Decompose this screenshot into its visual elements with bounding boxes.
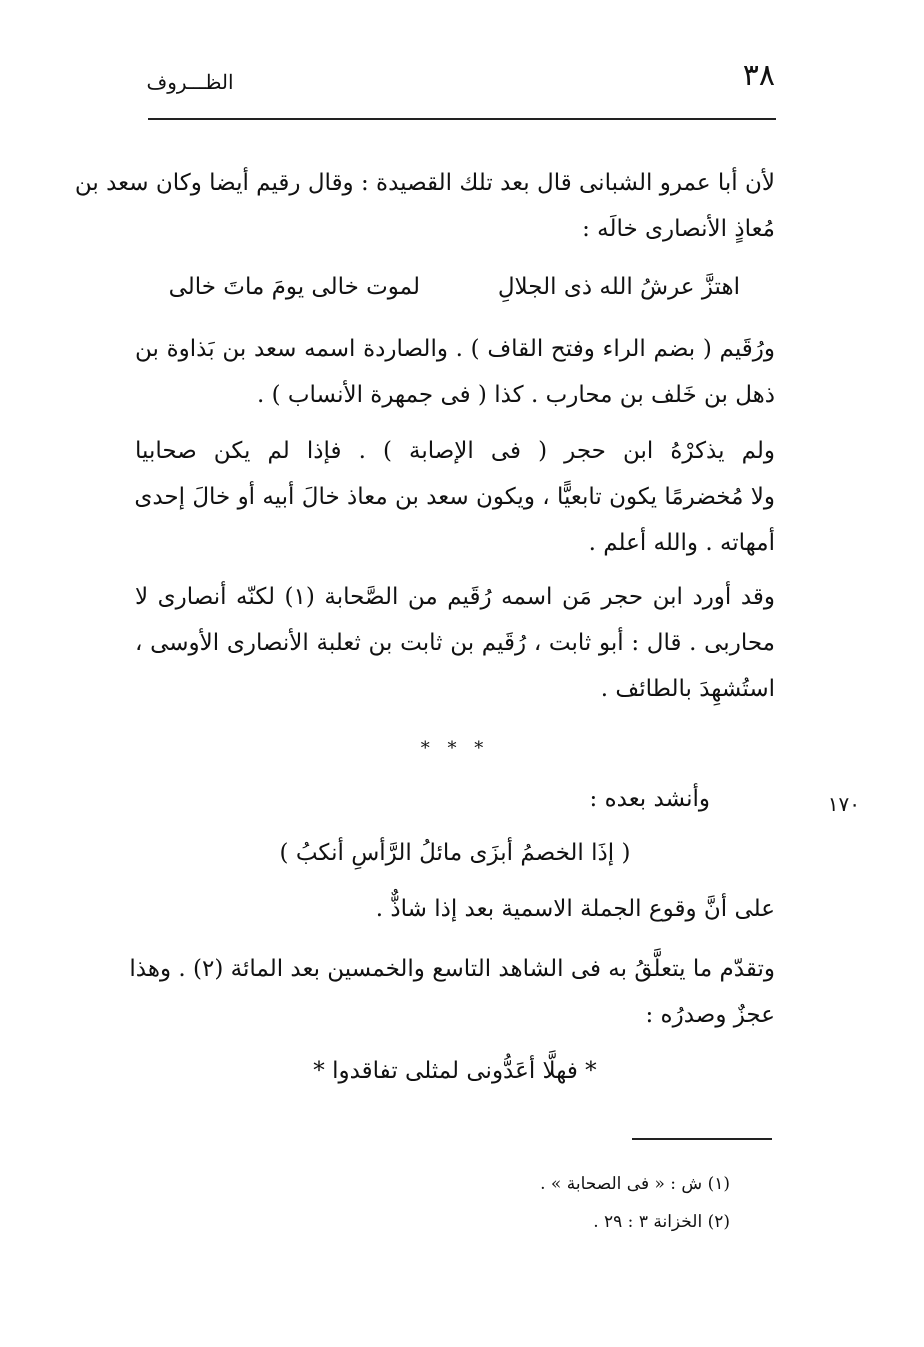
margin-line-number: ١٧٠ <box>827 792 860 816</box>
p3-line-2: ولا مُخضرمًا يكون تابعيًّا ، ويكون سعد بن معاذ خالَ أبيه أو خالَ إحدى <box>134 484 775 510</box>
p3-line-3: أمهاته . والله أعلم . <box>588 530 775 556</box>
p1-line-1: لأن أبا عمرو الشبانى قال بعد تلك القصيدة : وقال رقيم أيضا وكان سعد بن <box>74 170 775 196</box>
p2-line-2: ذهل بن خَلف بن محارب . كذا ( فى جمهرة الأنساب ) . <box>256 382 775 408</box>
p7-line-1: وتقدّم ما يتعلَّقُ به فى الشاهد التاسع والخمسين بعد المائة (٢) . وهذا <box>129 956 775 982</box>
p2-line-1: ورُقَيم ( بضم الراء وفتح القاف ) . والصاردة اسمه سعد بن بَذاوة بن <box>135 336 775 362</box>
p7-line-2: عجزٌ وصدرُه : <box>645 1002 775 1028</box>
p5-line: وأنشد بعده : <box>589 786 710 812</box>
header-rule <box>148 118 776 120</box>
verse1-left-hemistich: لموت خالى يومَ ماتَ خالى <box>168 274 420 300</box>
footnote-1: (١) ش : « فى الصحابة » . <box>540 1174 730 1194</box>
verse2-line: ( إذَا الخصمُ أبزَى مائلُ الرَّأسِ أنكبُ ) <box>279 840 631 866</box>
p1-line-2: مُعاذٍ الأنصارى خالَه : <box>582 216 775 242</box>
verse3-line: * فهلَّا أعَدُّونى لمثلى تفاقدوا * <box>313 1058 597 1084</box>
section-separator: * * * <box>420 738 490 759</box>
p4-line-1: وقد أورد ابن حجر مَن اسمه رُقَيم من الصَّحابة (١) لكنّه أنصارى لا <box>135 584 776 610</box>
running-title: الظـــروف <box>146 70 234 94</box>
verse1-right-hemistich: اهتزَّ عرشُ الله ذى الجلالِ <box>497 274 740 300</box>
p3-line-1: ولم يذكرْهُ ابن حجر ( فى الإصابة ) . فإذا لم يكن صحابيا <box>135 438 775 464</box>
footnote-rule <box>632 1138 772 1140</box>
p6-line: على أنَّ وقوع الجملة الاسمية بعد إذا شاذٌّ . <box>375 896 775 922</box>
p4-line-2: محاربى . قال : أبو ثابت ، رُقَيم بن ثابت بن ثعلبة الأنصارى الأوسى ، <box>135 630 775 656</box>
page-number: ٣٨ <box>742 58 775 93</box>
footnote-2: (٢) الخزانة ٣ : ٢٩ . <box>593 1212 730 1232</box>
p4-line-3: استُشهِدَ بالطائف . <box>600 676 775 702</box>
